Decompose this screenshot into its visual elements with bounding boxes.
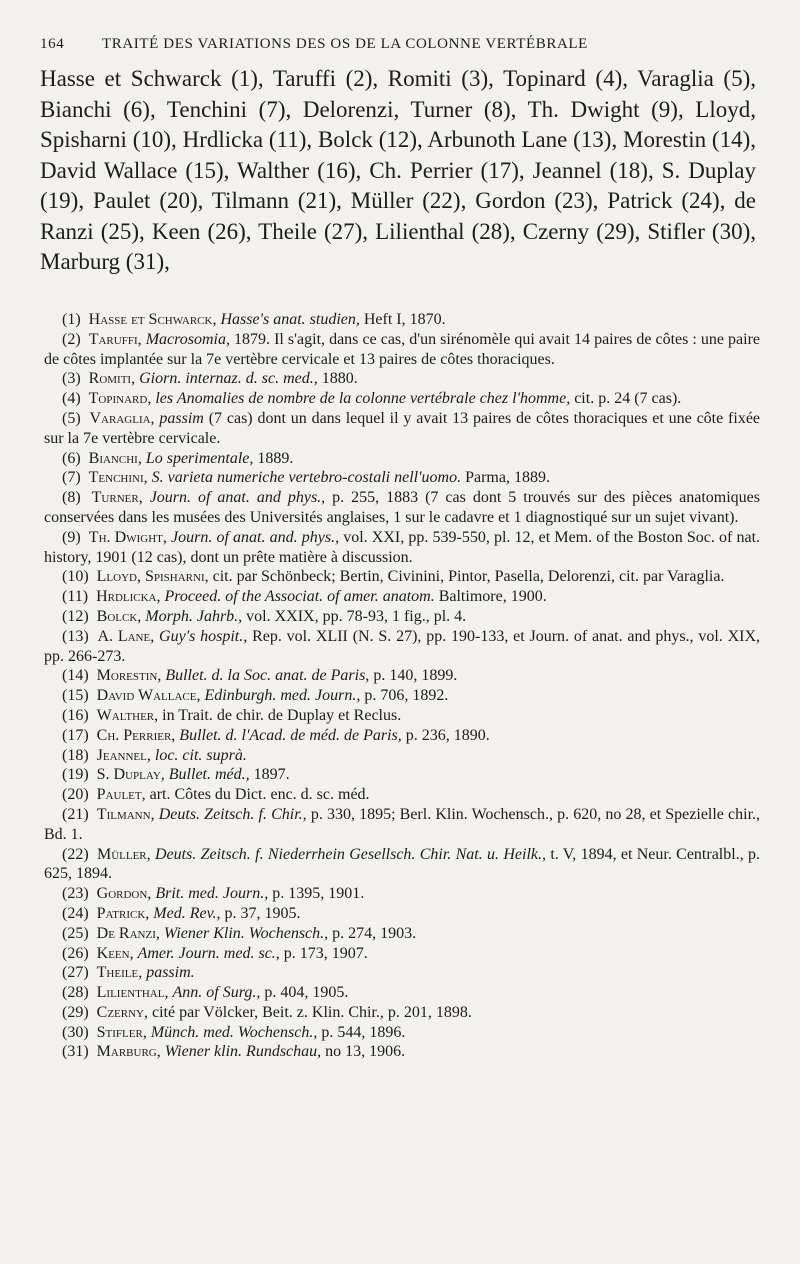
page-number: 164 (40, 36, 65, 52)
footnote (44, 924, 760, 944)
footnote-author: Walther, (96, 706, 159, 724)
footnote (44, 369, 760, 389)
footnote-title: Ann. of Surg., (172, 984, 261, 1002)
footnote-text: in Trait. de chir. de Duplay et Reclus. (162, 706, 402, 724)
footnote-number: (5) (62, 409, 81, 427)
footnote-text: Baltimore, 1900. (438, 588, 547, 606)
footnote-title: Proceed. of the Associat. of amer. anatom. (164, 588, 435, 606)
footnote (44, 468, 760, 488)
footnote-author: Hasse et Schwarck, (88, 311, 217, 328)
footnote (44, 944, 760, 964)
footnote-author: David Wallace, (96, 687, 201, 705)
footnote-number: (28) (62, 984, 89, 1002)
footnote-title: Edinburgh. med. Journ., (204, 687, 361, 705)
footnote-title: Wiener Klin. Wochensch., (163, 924, 329, 942)
footnote-number: (16) (62, 706, 89, 724)
footnote-number: (10) (62, 568, 89, 586)
footnote (44, 1003, 760, 1023)
footnote-title: Wiener klin. Rundschau, (164, 1043, 322, 1061)
running-title: TRAITÉ DES VARIATIONS DES OS DE LA COLONNE VERTÉBRALE (102, 36, 588, 52)
footnote-number: (18) (62, 746, 89, 764)
footnote-number: (29) (62, 1003, 89, 1021)
footnote-number: (17) (62, 726, 89, 744)
footnote-number: (26) (62, 944, 89, 962)
footnote-text: cité par Völcker, Beit. z. Klin. Chir., p. 201, 1898. (152, 1003, 472, 1021)
footnote-title: les Anomalies de nombre de la colonne vertébrale chez l'homme, (155, 390, 571, 408)
footnote-title: Guy's hospit., (159, 627, 248, 645)
footnote-number: (11) (62, 588, 89, 606)
footnote-number: (7) (62, 469, 81, 487)
footnote-author: Czerny, (96, 1003, 148, 1021)
footnote-number: (31) (62, 1043, 89, 1061)
footnote-text: p. 404, 1905. (264, 984, 349, 1002)
footnote-author: Jeannel, (96, 746, 151, 764)
footnote (44, 706, 760, 726)
footnote-author: Varaglia, (89, 409, 155, 427)
footnote-author: De Ranzi, (96, 924, 160, 942)
footnote-text: vol. XXI, pp. 539-550, pl. 12, et Mem. of the Boston Soc. of nat. history, 1901 (12 cas), dont un prête matière à discussion. (44, 528, 761, 566)
footnote-author: Paulet, (96, 786, 146, 804)
footnote-text: Rep. vol. XLII (N. S. 27), pp. 190-133, et Journ. of anat. and phys., vol. XIX, pp. 266-273. (44, 627, 761, 665)
footnote-title: Deuts. Zeitsch. f. Chir., (158, 805, 307, 823)
footnote-title: loc. cit. suprà. (154, 746, 247, 764)
footnote-author: Topinard, (88, 390, 152, 408)
footnote (44, 567, 760, 587)
footnote (44, 666, 760, 686)
footnote (44, 805, 760, 845)
footnote-number: (25) (62, 924, 89, 942)
footnote-text: t. V, 1894, et Neur. Centralbl., p. 625, 1894. (44, 845, 761, 883)
footnote-text: Heft I, 1870. (363, 311, 446, 328)
footnote-title: Hasse's anat. studien, (220, 311, 360, 328)
footnote-author: Stifler, (96, 1023, 147, 1041)
footnote (44, 488, 760, 528)
footnote (44, 746, 760, 766)
footnote-author: Morestin, (96, 667, 162, 685)
footnote-title: Morph. Jahrb., (145, 607, 243, 625)
footnote (44, 726, 760, 746)
footnote (44, 528, 760, 568)
footnote-title: Deuts. Zeitsch. f. Niederrhein Gesellsch. Chir. Nat. u. Heilk., (154, 845, 546, 863)
footnote-author: Tilmann, (96, 805, 155, 823)
footnote-author: Lloyd, Spisharni, (96, 568, 209, 586)
footnote-text: cit. p. 24 (7 cas). (574, 390, 682, 408)
footnote-number: (27) (62, 964, 89, 982)
footnote-title: Journ. of anat. and phys., (149, 489, 326, 507)
footnote-author: Hrdlicka, (96, 588, 161, 606)
body-paragraph: Hasse et Schwarck (1), Taruffi (2), Romiti (3), Topinard (4), Varaglia (5), Bianchi (6), Tenchini (7), Delorenzi, Turner (8), Th. Dwight (9), Lloyd, Spisharni (10), Hrdlicka (11), Bolck (12), Arbunoth Lane (13), Morestin (14), David Wallace (15), Walther (16), Ch. Perrier (17), Jeannel (18), S. Duplay (19), Paulet (20), Tilmann (21), Müller (22), Gordon (23), Patrick (24), de Ranzi (25), Keen (26), Theile (27), Lilienthal (28), Czerny (29), Stifler (30), Marburg (31), (40, 66, 756, 274)
footnote-number: (12) (62, 607, 89, 625)
footnote (44, 330, 760, 370)
footnote-text: p. 37, 1905. (224, 904, 301, 922)
footnotes (44, 310, 760, 1062)
footnote-number: (14) (62, 667, 89, 685)
footnote-text: p. 140, 1899. (373, 667, 458, 685)
footnote-number: (21) (62, 805, 89, 823)
footnote-author: Taruffi, (88, 330, 142, 348)
footnote-title: Bullet. méd., (168, 766, 250, 784)
footnote-text: no 13, 1906. (325, 1043, 406, 1061)
footnote (44, 627, 760, 667)
footnote-author: Müller, (96, 845, 151, 863)
footnote (44, 310, 760, 330)
footnote (44, 607, 760, 627)
footnote-text: art. Côtes du Dict. enc. d. sc. méd. (149, 786, 370, 804)
footnote-title: Macrosomia, (145, 330, 230, 348)
footnote-title: Giorn. internaz. d. sc. med., (139, 370, 318, 388)
footnote-title: Med. Rev., (153, 904, 221, 922)
footnote-author: Tenchini, (88, 469, 148, 487)
footnote-number: (24) (62, 904, 89, 922)
footnote-number: (1) (62, 311, 81, 328)
footnote-text: cit. par Schönbeck; Bertin, Civinini, Pintor, Pasella, Delorenzi, cit. par Varaglia. (212, 568, 725, 586)
footnote-text: (7 cas) dont un dans lequel il y avait 13 paires de côtes thoraciques et une côte fixée sur la 7e vertèbre cervicale. (44, 409, 761, 447)
footnote-text: Parma, 1889. (465, 469, 550, 487)
footnote-text: 1880. (321, 370, 358, 388)
footnote-author: Theile, (96, 964, 143, 982)
footnote-number: (20) (62, 786, 89, 804)
footnote-text: 1897. (253, 766, 290, 784)
footnote-author: Patrick, (96, 904, 150, 922)
footnote-number: (30) (62, 1023, 89, 1041)
footnote-number: (13) (62, 627, 89, 645)
footnote-number: (15) (62, 687, 89, 705)
footnote-title: Lo sperimentale, (145, 449, 254, 467)
footnote-text: p. 255, 1883 (7 cas dont 5 trouvés sur des pièces anatomiques conservées dans les musées des Universités anglaises, 1 sur le cadavre et 1 diagnostiqué sur un sujet vivant). (44, 489, 761, 526)
footnote-author: Th. Dwight, (88, 528, 167, 546)
footnote (44, 1042, 760, 1062)
footnote-number: (6) (62, 449, 81, 467)
footnote-author: A. Lane, (97, 627, 155, 645)
footnote-title: Journ. of anat. and. phys., (171, 528, 340, 546)
footnote-text: 1879. Il s'agit, dans ce cas, d'un sirénomèle qui avait 14 paires de côtes : une paire de côtes implantée sur la 7e vertèbre cervicale et 13 paires de côtes thoraciques. (44, 330, 761, 368)
footnote-author: Lilienthal, (96, 984, 169, 1002)
footnote-author: S. Duplay, (96, 766, 165, 784)
footnote-author: Ch. Perrier, (96, 726, 176, 744)
footnote (44, 449, 760, 469)
footnote-title: S. varieta numeriche vertebro-costali nell'uomo. (151, 469, 462, 487)
footnote (44, 785, 760, 805)
footnote (44, 845, 760, 885)
footnote-text: p. 236, 1890. (405, 726, 490, 744)
footnote-author: Romiti, (88, 370, 136, 388)
footnote (44, 409, 760, 449)
footnote-author: Keen, (96, 944, 134, 962)
footnote-text: p. 330, 1895; Berl. Klin. Wochensch., p. 620, no 28, et Spezielle chir., Bd. 1. (44, 805, 761, 843)
footnote (44, 389, 760, 409)
footnote-text: p. 1395, 1901. (272, 885, 365, 903)
footnote-title: Brit. med. Journ., (155, 885, 269, 903)
footnote-number: (19) (62, 766, 89, 784)
footnote-title: passim (159, 409, 204, 427)
footnote-number: (2) (62, 330, 81, 348)
footnote-text: p. 274, 1903. (332, 924, 417, 942)
footnote-title: Bullet. d. l'Acad. de méd. de Paris, (179, 726, 402, 744)
footnote-author: Turner, (91, 489, 143, 507)
footnote-title: Münch. med. Wochensch., (150, 1023, 318, 1041)
footnote (44, 983, 760, 1003)
footnote-author: Bianchi, (88, 449, 142, 467)
footnote-author: Marburg, (96, 1043, 161, 1061)
footnote (44, 1023, 760, 1043)
footnote (44, 765, 760, 785)
footnote-number: (22) (62, 845, 89, 863)
footnote (44, 904, 760, 924)
footnote-text: p. 544, 1896. (321, 1023, 406, 1041)
footnote-author: Gordon, (96, 885, 152, 903)
footnote-number: (4) (62, 390, 81, 408)
footnote-text: 1889. (257, 449, 294, 467)
footnote-text: p. 173, 1907. (283, 944, 368, 962)
footnote-number: (8) (62, 489, 81, 507)
footnote-text: vol. XXIX, pp. 78-93, 1 fig., pl. 4. (246, 607, 467, 625)
footnote-title: passim. (146, 964, 195, 982)
footnote (44, 587, 760, 607)
footnote-text: p. 706, 1892. (364, 687, 449, 705)
footnote-number: (3) (62, 370, 81, 388)
footnote-number: (9) (62, 528, 81, 546)
footnote-number: (23) (62, 885, 89, 903)
footnote-author: Bolck, (96, 607, 142, 625)
footnote-title: Bullet. d. la Soc. anat. de Paris, (165, 667, 370, 685)
footnote (44, 686, 760, 706)
footnote (44, 963, 760, 983)
footnote-title: Amer. Journ. med. sc., (137, 944, 280, 962)
footnote (44, 884, 760, 904)
